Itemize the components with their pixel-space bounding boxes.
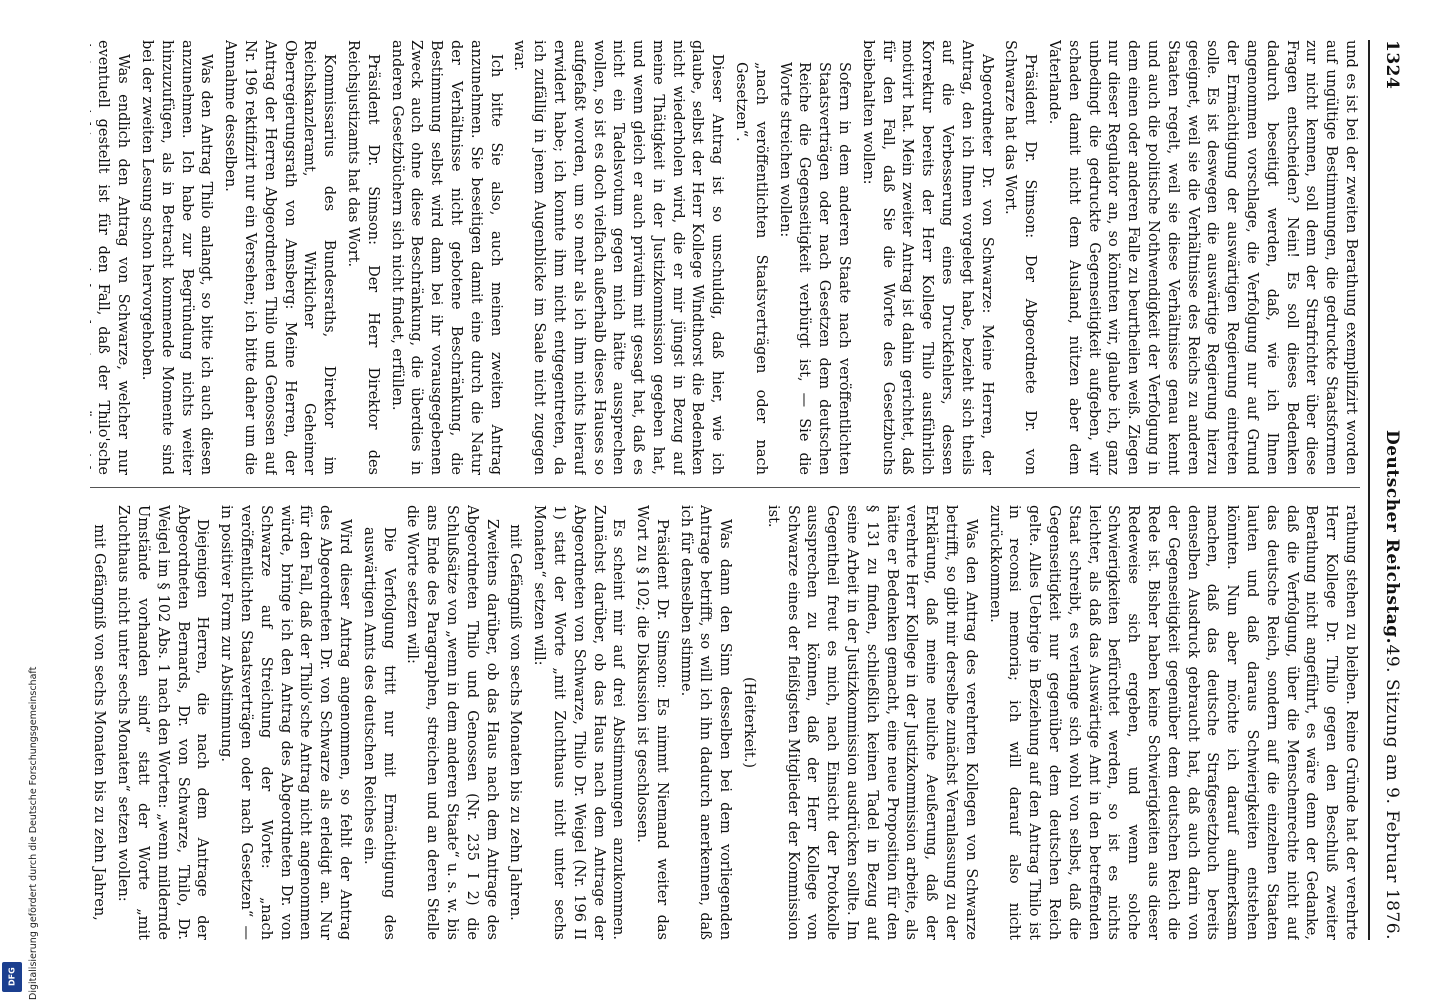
paragraph: Dieser Antrag ist so unschuldig, daß hier, wie ich glaube, selbst der Herr Kollege Windthorst die Bedenken nicht wiederholen wird, die er mir jüngst in Bezug auf meine Thätigkeit in der Justizkommission gegeben hat, und wenn gleich er auch privatim mit gesagt hat, daß es nicht ein Tadelsvotum gegen mich hätte aussprechen wollen, so ist es doch vielfach außerhalb dieses Hauses so aufgefaßt worden, um so mehr als ich ihm nichts hierauf erwidert habe; ich konnte ihm nicht entgegentreten, da ich zufällig in jenem Augenblicke im Saale nicht zugegen war. <box>511 40 726 475</box>
session-date: 49. Sitzung am 9. Februar 1876. <box>1382 644 1402 940</box>
paragraph: Abgeordneter Dr. von Schwarze: Meine Herren, der Antrag, den ich Ihnen vorgelegt habe, bezieht sich theils auf die Verbesserung eines Druckfehlers, dessen Korrektur bereits der Herr Kollege Thilo ausführlich motivirt hat. Mein zweiter Antrag ist dahin gerichtet, daß für den Fall, daß Sie die Worte des Gesetzbuchs beibehalten wollen: <box>859 40 995 475</box>
paragraph: Was endlich den Antrag von Schwarze, welcher nur eventuell gestellt ist für den Fall, daß der Thilo'sche <box>95 40 132 475</box>
paragraph: mit Gefängniß von sechs Monaten bis zu zehn Jahren, <box>91 524 108 921</box>
paragraph: rathung stehen zu bleiben. Reine Gründe hat der verehrte Herr Kollege Dr. Thilo gegen den Beschluß zweiter Berathung nicht angeführt, es wäre denn der Gedanke, daß die Verfolgung, über die Menschenrechte nicht auf das deutsche Reich, sondern auf die einzelnen Staaten lauten und daß daraus Schwierigkeiten entstehen könnten. Nun aber möchte ich darauf aufmerksam machen, daß das deutsche Strafgesetzbuch bereits denselben Ausdruck gebraucht hat, daß auch darin von der Gegenseitigkeit gegenüber dem deutschen Reich die Rede ist. Bisher haben keine Schwierigkeiten aus dieser Redeweise sich ergeben, und wenn solche Schwierigkeiten befürchtet werden, so ist es nichts leichter, als daß das Auswärtige Amt in den betreffenden Staat schreibt, es verlange sich wohl von selbst, daß die Gegenseitigkeit nur gegenüber dem deutschen Reich gelte. Alles Uebrige in Beziehung auf den Antrag Thilo ist in reconsi memoria; ich will darauf also nicht zurückkommen. <box>986 505 1359 940</box>
paragraph: mit Gefängniß von sechs Monaten bis zu zehn Jahren. <box>507 524 524 921</box>
paragraph: Was dann den Sinn desselben bei dem vorliegenden Antrage betrifft, so will ich ihn dadurch anerkennen, daß ich für denselben stimme. <box>677 505 734 940</box>
paragraph: Präsident Dr. Simson: Der Herr Direktor des Reichsjustizamts hat das Wort. <box>344 40 381 475</box>
header-rule <box>1368 40 1370 940</box>
paragraph: Es scheint mir auf drei Abstimmungen anzukommen. Zunächst darüber, ob das Haus nach dem Antrage der Abgeordneten von Schwarze, Thilo Dr. Weigel (Nr. 196 II 1) statt der Worte „mit Zuchthaus nicht unter sechs Monaten“ setzen will: <box>531 505 627 940</box>
page-header <box>1372 40 1402 940</box>
publication-title: Deutscher Reichstag. <box>1382 430 1402 645</box>
paragraph: Was den Antrag Thilo anlangt, so bitte ich auch diesen anzunehmen. Ich habe zur Begründung nichts weiter hinzuzufügen, als in Betracht kommende Momente sind bei der zweiten Lesung schon hervorgehoben. <box>138 40 215 475</box>
digitization-credit-text: Digitalisierung gefördert durch die Deutsche Forschungsgemeinschaft <box>28 666 39 1000</box>
left-text-column <box>90 40 1360 475</box>
paragraph: (Heiterkeit.) <box>741 677 758 768</box>
paragraph: Die Verfolgung tritt nur mit Ermächtigung des auswärtigen Amts des deutschen Reiches ein. <box>360 527 397 940</box>
paragraph: Zweitens darüber, ob das Haus nach dem Antrage des Abgeordneten Thilo und Genossen (Nr. 235 I 2) die Schlußsätze von „wenn in dem anderen Staate“ u. s. w. bis ans Ende des Paragraphen, streichen und an deren Stelle die Worte setzen will: <box>404 505 500 940</box>
paragraph: „nach veröffentlichten Staatsverträgen oder nach Gesetzen“. <box>733 62 769 475</box>
paragraph: Was den Antrag des verehrten Kollegen von Schwarze betrifft, so gibt mir derselbe zunächst Veranlassung zu der Erklärung, daß meine neuliche Aeußerung, daß der verehrte Herr Kollege in der Justizkommission arbeite, als hätte er Bedenken gemacht, eine neue Proposition für den § 131 zu finden, schließlich keinen Tadel in Bezug auf seine Arbeit in der Justizkommission ausdrücken sollte. Im Gegentheil freut es mich, nach Einsicht der Protokolle aussprechen zu können, daß der Herr Kollege von Schwarze eines der fleißigsten Mitglieder der Kommission ist. <box>764 505 979 940</box>
paragraph: Ich bitte Sie also, auch meinen zweiten Antrag anzunehmen. Sie beseitigen damit eine durch die Natur der Verhältnisse nicht gebotene Beschränkung, die Bestimmung selbst wird dann bei ihr vorausgegebenen Zweck auch ohne diese Beschränkung, die überdies in anderen Gesetzbüchern sich nicht findet, erfüllen. <box>388 40 504 475</box>
paragraph: Präsident Dr. Simson: Der Abgeordnete Dr. von Schwarze hat das Wort. <box>1002 40 1039 475</box>
page-number: 1324 <box>1382 40 1402 90</box>
column-divider <box>90 487 1360 488</box>
paragraph: Wird dieser Antrag angenommen, so fehlt der Antrag des Abgeordneten Dr. von Schwarze als erledigt an. Nur für den Fall, daß der Thilo'sche Antrag nicht angenommen würde, bringe ich den Antrag des Abgeordneten Dr. von Schwarze auf Streichung der Worte: „nach veröffentlichten Staatsverträgen oder nach Gesetzen“ — in positiver Form zur Abstimmung. <box>218 505 353 940</box>
dfg-logo-icon: DFG <box>2 962 22 992</box>
right-text-column <box>90 505 1360 940</box>
paragraph: Sofern in dem anderen Staate nach veröffentlichten Staatsverträgen oder nach Gesetzen dem deutschen Reiche die Gegenseitigkeit verbürgt ist, — Sie die Worte streichen wollen: <box>776 62 853 475</box>
paragraph: Kommissarius des Bundesraths, Direktor im Reichskanzleramt, Wirklicher Geheimer Oberregierungsrath von Amsberg: Meine Herren, der Antrag der Herren Abgeordneten Thilo und Genossen auf Nr. 196 rektifizirt nur ein Versehen; ich bitte daher um die Annahme desselben. <box>222 40 338 475</box>
paragraph: Diejenigen Herren, die nach dem Antrage der Abgeordneten Bernards, Dr. von Schwarze, Thilo, Dr. Weigel im § 102 Abs. 1 nach den Worten: „wenn mildernde Umstände vorhanden sind“ statt der Worte „mit Zuchthaus nicht unter sechs Monaten“ setzen wollen: <box>115 505 211 940</box>
paragraph: Präsident Dr. Simson: Es nimmt Niemand weiter das Wort zu § 102; die Diskussion ist geschlossen. <box>634 505 670 940</box>
paragraph: und es ist bei der zweiten Berathung exemplifizirt worden auf ungültige Bestimmungen, die gedruckte Staatsformen zur nicht kennen, soll denn der Strafrichter über diese Fragen entscheiden? Nein! Es soll dieses Bedenken dadurch beseitigt werden, daß, wie ich Ihnen angenommen vorschlage, die Verfolgung nur auf Grund der Ermächtigung der auswärtigen Regierung eintreten solle. Es ist deswegen die auswärtige Regierung hierzu geeignet, weil sie die Verhältnisse des Reichs zu anderen Staaten regelt, weil sie diese Verhältnisse genau kennt und auch die politische Nothwendigkeit der Verfolgung in dem einen oder anderen Falle zu beurtheilen weiß. Ziegen nur dieser Regulator an, so könnten wir, glaube ich, ganz unbedingt die gedruckte Gegenseitigkeit aufgeben, wir schaden damit nicht dem Ausland, nützen aber dem Vaterlande. <box>1046 40 1359 475</box>
